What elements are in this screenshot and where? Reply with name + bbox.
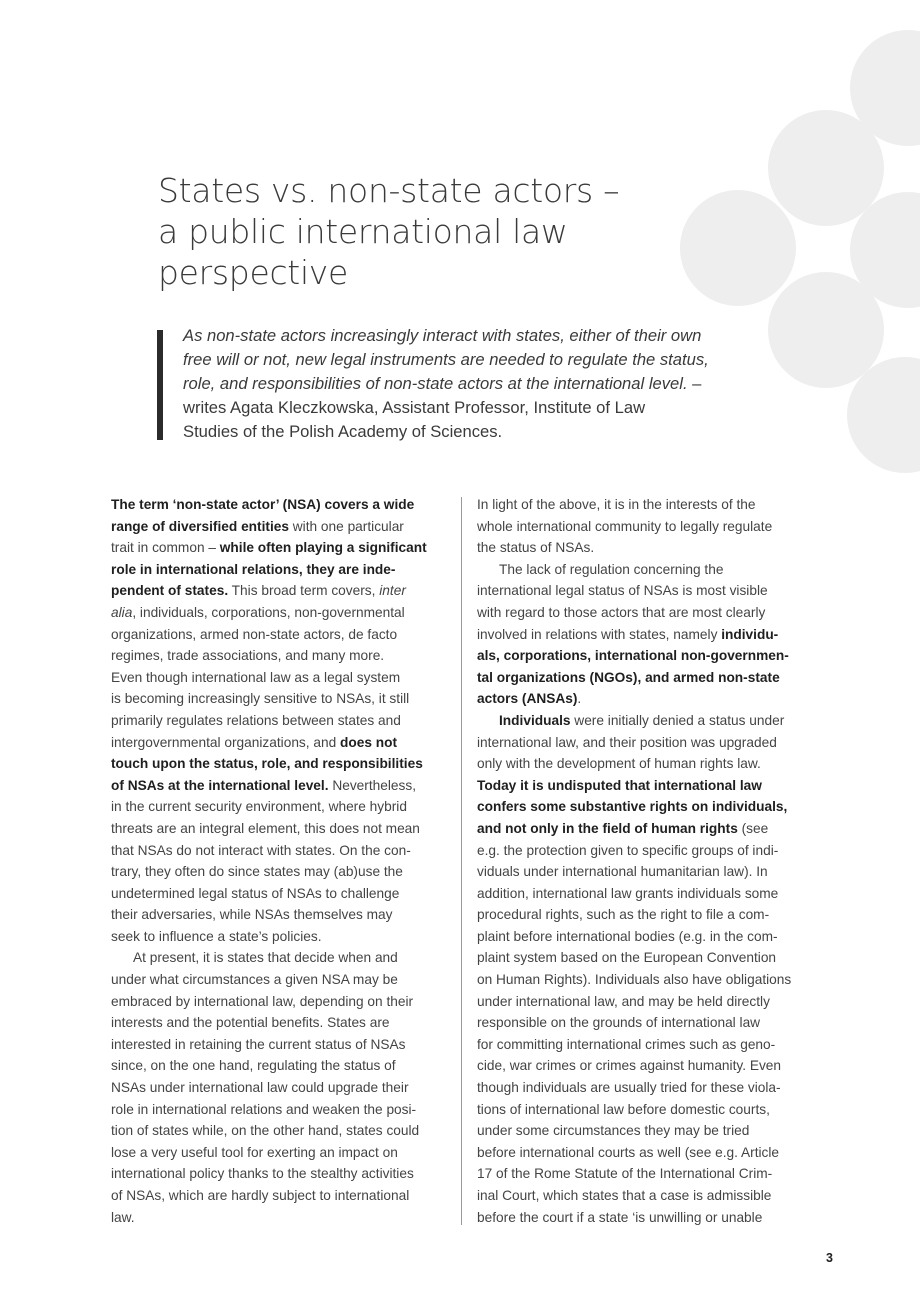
text-segment: tion of states while, on the other hand, states could xyxy=(111,1123,420,1139)
text-line xyxy=(477,1034,817,1056)
text-line xyxy=(477,537,817,559)
text-segment: Nevertheless, xyxy=(328,777,417,793)
text-line xyxy=(111,624,456,646)
text-line xyxy=(111,710,456,732)
text-line xyxy=(111,1077,456,1099)
deco-circle xyxy=(680,190,796,306)
text-segment: that NSAs do not interact with states. On the con- xyxy=(111,842,411,858)
text-line xyxy=(111,688,456,710)
text-line xyxy=(477,1163,817,1185)
title-line: perspective xyxy=(158,253,349,292)
text-line xyxy=(477,1012,817,1034)
text-segment: whole international community to legally regulate xyxy=(477,518,773,534)
text-line xyxy=(477,775,817,797)
text-line xyxy=(477,1207,817,1229)
text-segment: In light of the above, it is in the interests of the xyxy=(477,497,756,512)
text-segment: is becoming increasingly sensitive to NSAs, it still xyxy=(111,691,410,707)
text-segment: (see xyxy=(737,820,769,836)
text-segment: The term ‘non-state actor’ (NSA) covers a wide xyxy=(111,497,415,512)
text-segment: their adversaries, while NSAs themselves may xyxy=(111,907,393,923)
text-segment: embraced by international law, depending on their xyxy=(111,993,414,1009)
text-line xyxy=(477,947,817,969)
text-line xyxy=(111,732,456,754)
text-segment: before the court if a state ‘is unwilling or unable xyxy=(477,1209,763,1225)
text-segment: procedural rights, such as the right to file a com- xyxy=(477,907,770,923)
lead-line: writes Agata Kleczkowska, Assistant Professor, Institute of Law xyxy=(183,398,646,417)
text-segment: interests and the potential benefits. States are xyxy=(111,1015,390,1031)
text-segment: threats are an integral element, this does not mean xyxy=(111,820,420,836)
lead-line xyxy=(183,372,713,396)
text-line xyxy=(111,904,456,926)
text-segment: intergovernmental organizations, and xyxy=(111,734,341,750)
title-line: States vs. non-state actors – xyxy=(158,171,620,210)
text-line xyxy=(111,1120,456,1142)
text-segment: NSAs under international law could upgrade their xyxy=(111,1080,409,1096)
text-line xyxy=(111,775,456,797)
text-line xyxy=(477,1055,817,1077)
text-line xyxy=(111,969,456,991)
text-segment: range of diversified entities xyxy=(111,518,289,534)
text-segment: plaint before international bodies (e.g. in the com- xyxy=(477,928,778,944)
text-line xyxy=(477,1185,817,1207)
text-line xyxy=(477,580,817,602)
text-line xyxy=(111,840,456,862)
text-segment: organizations, armed non-state actors, de facto xyxy=(111,626,398,642)
text-segment: does not xyxy=(340,734,398,750)
text-segment: role in international relations and weaken the posi- xyxy=(111,1101,417,1117)
text-segment: were initially denied a status under xyxy=(570,712,785,728)
text-line xyxy=(111,926,456,948)
text-line xyxy=(477,516,817,538)
quote-bar xyxy=(157,330,163,440)
text-segment: in the current security environment, where hybrid xyxy=(111,799,407,815)
text-segment: undetermined legal status of NSAs to challenge xyxy=(111,885,400,901)
text-segment: under what circumstances a given NSA may be xyxy=(111,972,398,988)
lead-quote xyxy=(183,324,713,444)
text-segment: Individuals xyxy=(499,712,571,728)
right-column xyxy=(477,494,817,1228)
text-segment: of NSAs at the international level. xyxy=(111,777,329,793)
text-line xyxy=(477,796,817,818)
text-segment: and not only in the field of human rights xyxy=(477,820,738,836)
text-segment: involved in relations with states, namely xyxy=(477,626,722,642)
text-line xyxy=(111,1207,456,1229)
text-line xyxy=(477,1142,817,1164)
text-segment: for committing international crimes such as geno- xyxy=(477,1036,776,1052)
lead-italic: role, and responsibilities of non-state actors at the international level. xyxy=(183,374,688,393)
text-segment: als, corporations, international non-governmen- xyxy=(477,648,789,664)
text-segment: role in international relations, they are inde- xyxy=(111,561,396,577)
text-segment: This broad term covers, xyxy=(228,583,380,599)
text-line xyxy=(111,991,456,1013)
text-segment: the status of NSAs. xyxy=(477,540,595,556)
text-line xyxy=(111,1099,456,1121)
text-line xyxy=(477,710,817,732)
text-line xyxy=(477,883,817,905)
deco-circle xyxy=(768,272,884,388)
text-line xyxy=(111,559,456,581)
text-line xyxy=(111,818,456,840)
text-line xyxy=(111,883,456,905)
text-line xyxy=(477,732,817,754)
text-line xyxy=(477,1077,817,1099)
text-segment: tions of international law before domestic courts, xyxy=(477,1101,770,1117)
text-line xyxy=(111,667,456,689)
text-segment: The lack of regulation concerning the xyxy=(499,561,724,577)
text-segment: pendent of states. xyxy=(111,583,229,599)
text-segment: inter xyxy=(379,583,406,599)
text-line xyxy=(477,645,817,667)
text-line xyxy=(477,602,817,624)
text-segment: while often playing a significant xyxy=(219,540,427,556)
text-segment: inal Court, which states that a case is admissible xyxy=(477,1188,772,1203)
text-segment: since, on the one hand, regulating the status of xyxy=(111,1058,396,1074)
text-line xyxy=(111,861,456,883)
text-segment: international legal status of NSAs is most visible xyxy=(477,583,768,599)
text-segment: lose a very useful tool for exerting an impact on xyxy=(111,1144,398,1160)
text-line xyxy=(477,991,817,1013)
text-segment: with regard to those actors that are most clearly xyxy=(477,604,766,620)
text-line xyxy=(477,861,817,883)
text-line xyxy=(477,494,817,516)
text-line xyxy=(111,516,456,538)
text-segment: before international courts as well (see e.g. Article xyxy=(477,1144,780,1160)
text-segment: plaint system based on the European Convention xyxy=(477,950,777,966)
text-line xyxy=(477,1120,817,1142)
text-segment: At present, it is states that decide when and xyxy=(133,950,398,966)
text-segment: . xyxy=(577,691,582,707)
text-segment: confers some substantive rights on individuals, xyxy=(477,799,788,815)
text-segment: touch upon the status, role, and responsibilities xyxy=(111,756,423,772)
text-line xyxy=(111,1142,456,1164)
lead-line: As non-state actors increasingly interact with states, either of their own xyxy=(183,326,702,345)
text-segment: trait in common – xyxy=(111,540,220,556)
text-line xyxy=(111,580,456,602)
text-line xyxy=(477,840,817,862)
column-divider xyxy=(461,497,462,1225)
text-segment: addition, international law grants individuals some xyxy=(477,885,779,901)
text-segment: under some circumstances they may be tried xyxy=(477,1123,750,1139)
text-segment: on Human Rights). Individuals also have obligations xyxy=(477,972,792,988)
text-segment: responsible on the grounds of international law xyxy=(477,1015,761,1031)
text-line xyxy=(111,796,456,818)
text-line xyxy=(111,494,456,516)
text-line xyxy=(477,667,817,689)
lead-dash: – xyxy=(687,374,702,393)
text-segment: under international law, and may be held directly xyxy=(477,993,770,1009)
text-segment: viduals under international humanitarian law). In xyxy=(477,864,768,880)
text-line xyxy=(111,602,456,624)
text-line xyxy=(111,645,456,667)
page-number: 3 xyxy=(826,1251,833,1265)
left-column xyxy=(111,494,456,1228)
text-line xyxy=(111,753,456,775)
text-segment: of NSAs, which are hardly subject to international xyxy=(111,1188,410,1203)
text-segment: Today it is undisputed that international law xyxy=(477,777,762,793)
text-segment: tal organizations (NGOs), and armed non-state xyxy=(477,669,780,685)
text-segment: alia xyxy=(111,604,133,620)
deco-circle xyxy=(768,110,884,226)
text-line xyxy=(111,537,456,559)
text-segment: international policy thanks to the stealthy activities xyxy=(111,1166,414,1182)
article-title xyxy=(158,170,678,293)
text-segment: actors (ANSAs) xyxy=(477,691,578,707)
text-segment: international law, and their position was upgraded xyxy=(477,734,777,750)
text-line xyxy=(477,1099,817,1121)
text-segment: seek to influence a state’s policies. xyxy=(111,928,322,944)
text-line xyxy=(477,904,817,926)
text-segment: primarily regulates relations between states and xyxy=(111,712,401,728)
text-segment: cide, war crimes or crimes against humanity. Even xyxy=(477,1058,782,1074)
text-segment: individu- xyxy=(721,626,779,642)
text-segment: trary, they often do since states may (ab)use the xyxy=(111,864,403,880)
lead-line: free will or not, new legal instruments are needed to regulate the status, xyxy=(183,350,709,369)
text-segment: Even though international law as a legal system xyxy=(111,669,401,685)
text-segment: only with the development of human rights law. xyxy=(477,756,761,772)
text-line xyxy=(477,559,817,581)
text-line xyxy=(477,753,817,775)
text-segment: e.g. the protection given to specific groups of indi- xyxy=(477,842,779,858)
text-line xyxy=(477,688,817,710)
text-line xyxy=(111,1012,456,1034)
text-segment: with one particular xyxy=(288,518,404,534)
text-line xyxy=(477,818,817,840)
text-line xyxy=(111,1034,456,1056)
text-line xyxy=(477,926,817,948)
text-line xyxy=(111,947,456,969)
text-segment: regimes, trade associations, and many more. xyxy=(111,648,385,664)
text-line xyxy=(111,1055,456,1077)
text-segment: though individuals are usually tried for these viola- xyxy=(477,1080,781,1096)
text-segment: interested in retaining the current status of NSAs xyxy=(111,1036,406,1052)
text-segment: law. xyxy=(111,1209,135,1225)
text-line xyxy=(111,1185,456,1207)
text-segment: , individuals, corporations, non-governmental xyxy=(132,604,405,620)
text-line xyxy=(477,624,817,646)
text-segment: 17 of the Rome Statute of the International Crim- xyxy=(477,1166,773,1182)
text-line xyxy=(111,1163,456,1185)
title-line: a public international law xyxy=(158,212,568,251)
lead-line: Studies of the Polish Academy of Sciences. xyxy=(183,422,503,441)
text-line xyxy=(477,969,817,991)
